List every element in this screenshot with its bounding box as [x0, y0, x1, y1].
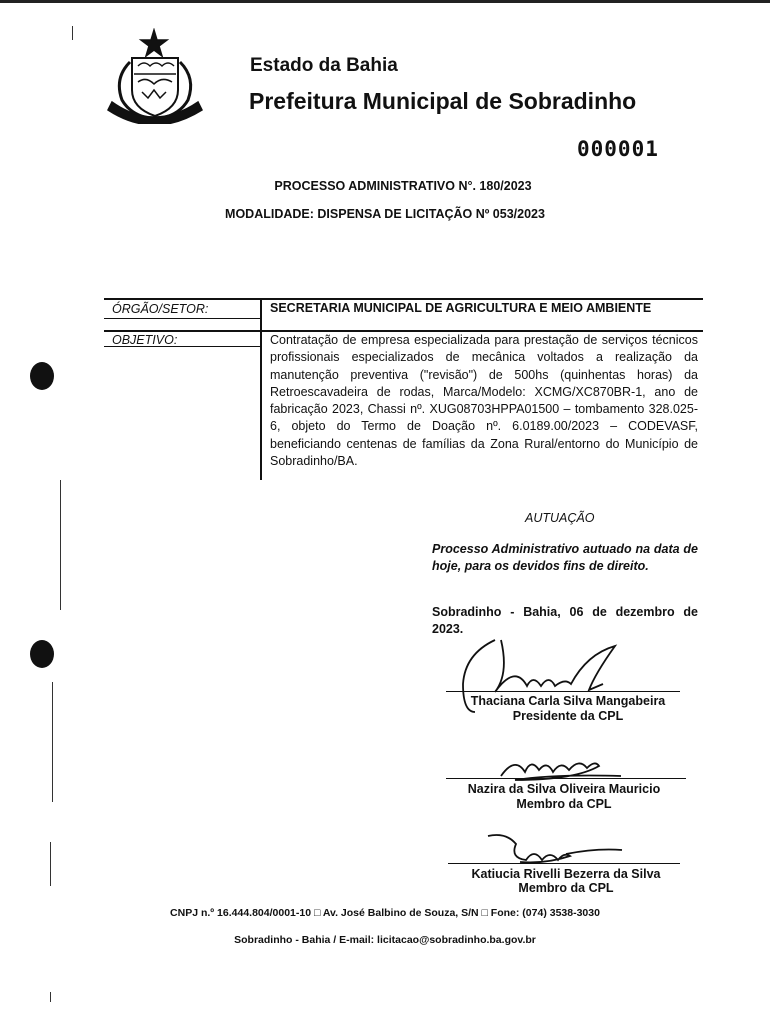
signatory-2-role: Membro da CPL — [516, 797, 612, 811]
objective-value: Contratação de empresa especializada para prestação de serviços técnicos profissionais especializados de mecânica voltados a realização da manutenção preventiva ("revisão") de 500hs (quinhentas horas) da Retroescavadeira de rodas, Marca/Modelo: XCMG/XC870BR-1, ano de fabricação 2023, Chassi nº. XUG08703HPPA01500 – tombamento 328.025-6, objeto do Termo de Doação nº. 6.0189.00/2023 – CODEVASF, beneficiando centenas de famílias da Zona Rural/entorno do Município de Sobradinho/BA. — [270, 333, 698, 469]
table-top-border — [104, 298, 703, 300]
hole-punch-mark — [30, 640, 54, 668]
scan-top-border — [0, 0, 770, 3]
signature-3-line — [448, 863, 680, 864]
autuacao-text: Processo Administrativo autuado na data de hoje, para os devidos fins de direito. — [432, 542, 698, 573]
autuacao-date: Sobradinho - Bahia, 06 de dezembro de 2023. — [432, 605, 698, 636]
table-label-underline — [104, 318, 260, 319]
signature-3-icon — [486, 830, 626, 866]
margin-mark — [50, 992, 51, 1002]
signatory-3-name: Katiucia Rivelli Bezerra da Silva — [471, 867, 661, 881]
municipal-coat-of-arms-icon — [104, 28, 206, 124]
table-column-divider — [260, 298, 262, 480]
hole-punch-mark — [30, 362, 54, 390]
organ-value: SECRETARIA MUNICIPAL DE AGRICULTURA E MEIO AMBIENTE — [270, 301, 652, 315]
process-number: PROCESSO ADMINISTRATIVO N°. 180/2023 — [274, 179, 532, 193]
margin-mark — [50, 842, 51, 886]
scan-mark — [72, 26, 73, 40]
autuacao-title: AUTUAÇÃO — [525, 511, 595, 525]
margin-mark — [52, 682, 53, 802]
signatory-2-name: Nazira da Silva Oliveira Mauricio — [467, 782, 661, 796]
signatory-1-role: Presidente da CPL — [512, 709, 624, 723]
objective-label: OBJETIVO: — [112, 333, 178, 347]
footer-email: Sobradinho - Bahia / E-mail: licitacao@sobradinho.ba.gov.br — [234, 934, 536, 946]
margin-mark — [60, 480, 61, 610]
prefecture-name: Prefeitura Municipal de Sobradinho — [249, 88, 637, 114]
signature-2-line — [446, 778, 686, 779]
state-name: Estado da Bahia — [250, 55, 398, 76]
signatory-1-name: Thaciana Carla Silva Mangabeira — [470, 694, 666, 708]
organ-label: ÓRGÃO/SETOR: — [112, 302, 209, 316]
signatory-3-role: Membro da CPL — [518, 881, 614, 895]
page-number-stamp: 000001 — [577, 137, 659, 161]
signature-1-line — [446, 691, 680, 692]
footer-address: CNPJ n.º 16.444.804/0001-10 □ Av. José Balbino de Souza, S/N □ Fone: (074) 3538-3030 — [170, 907, 600, 919]
process-modality: MODALIDADE: DISPENSA DE LICITAÇÃO Nº 053/2023 — [225, 207, 545, 221]
